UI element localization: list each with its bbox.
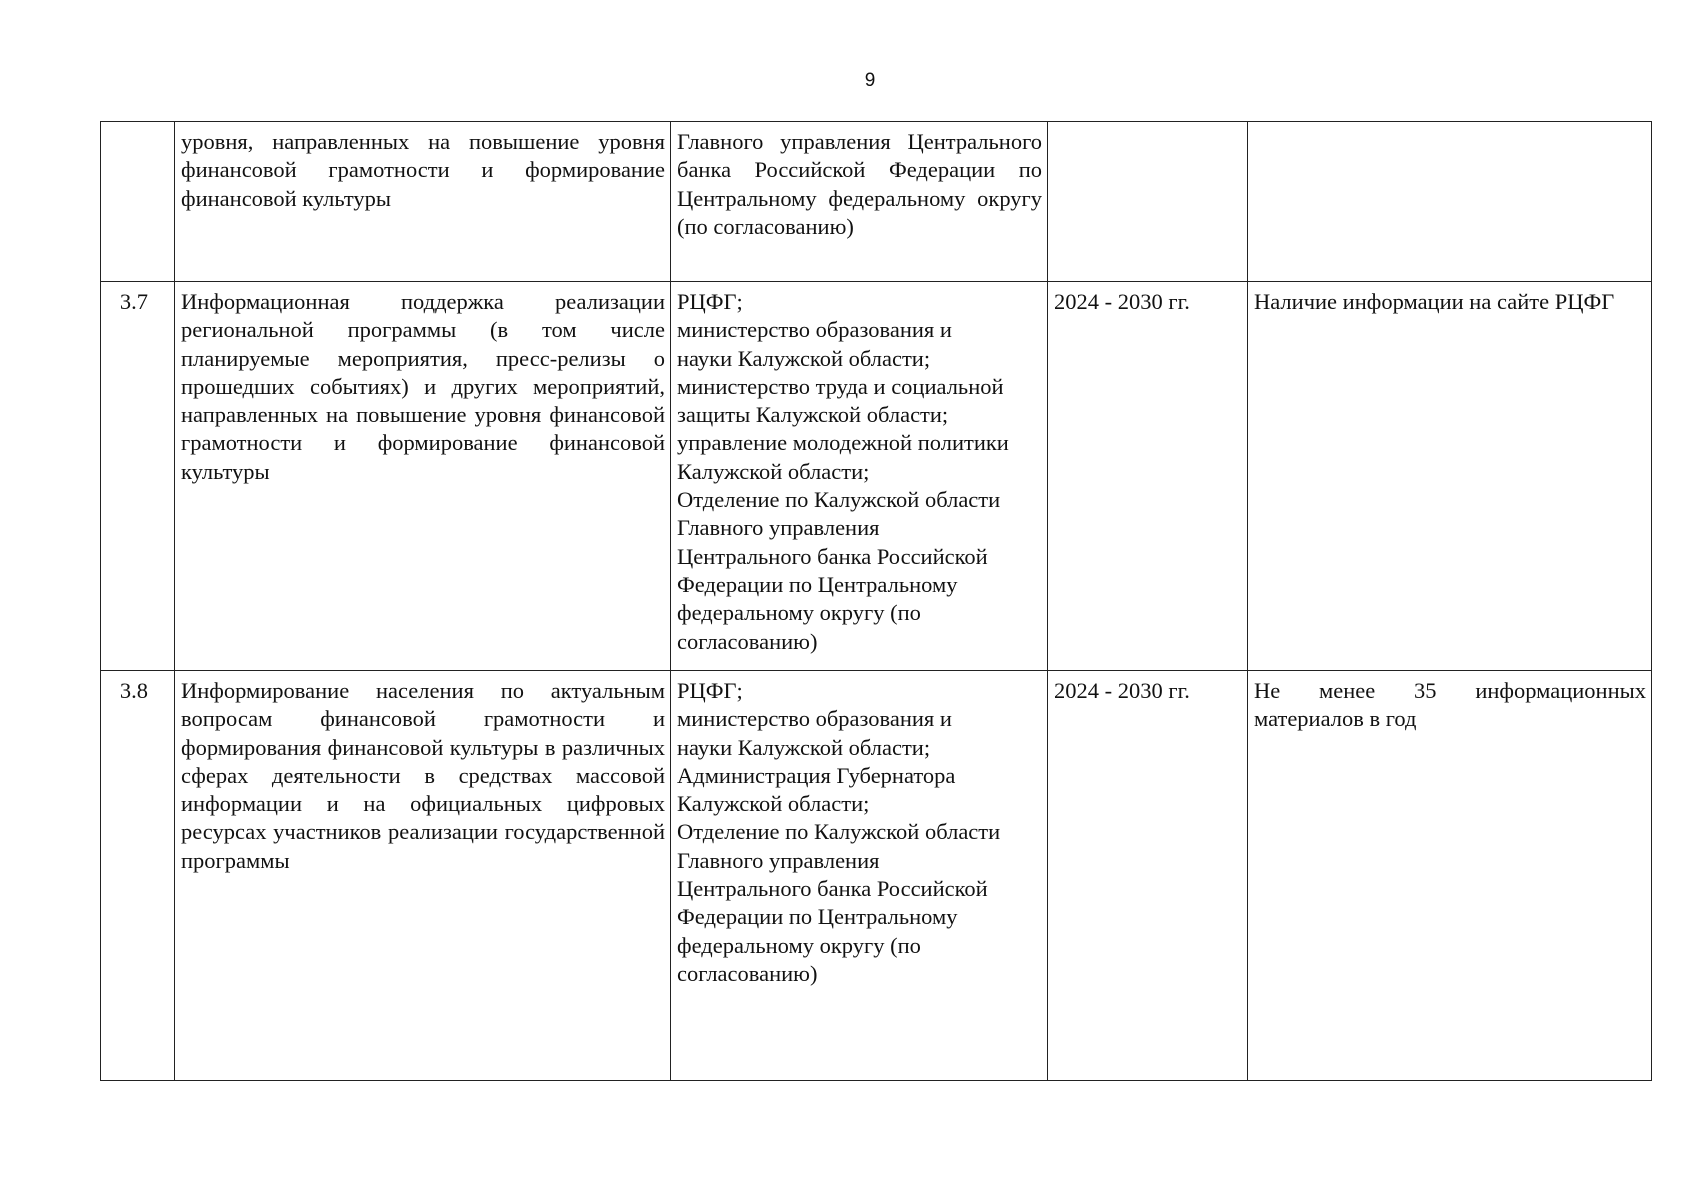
executors-cell — [671, 122, 1048, 282]
result-cell: Не менее 35 информационных материалов в год — [1248, 671, 1652, 1081]
executor-line: Отделение по Калужской области — [677, 819, 1001, 845]
executor-line: согласованию) — [677, 628, 818, 654]
program-table — [100, 121, 1652, 1081]
term-cell — [1048, 122, 1248, 282]
executor-line: РЦФГ; — [677, 289, 743, 314]
executor-line: Главного управления Центрального банка Российской Федерации по Центральному федеральному округу (по согласованию) — [677, 129, 1042, 239]
item-number-cell — [101, 122, 175, 282]
program-table-body — [101, 122, 1652, 1081]
term-cell: 2024 - 2030 гг. — [1048, 671, 1248, 1081]
activity-cell: Информационная поддержка реализации региональной программы (в том числе планируемые мероприятия, пресс-релизы о прошедших событиях) и других мероприятий, направленных на повышение уровня финансовой грамотности и формирование финансовой культуры — [175, 282, 671, 671]
table-row — [101, 282, 1652, 671]
executor-line: министерство образования и — [677, 317, 952, 343]
executor-line: Центрального банка Российской — [677, 543, 988, 569]
executor-line: согласованию) — [677, 960, 818, 986]
executor-line: министерство труда и социальной — [677, 373, 1004, 399]
executor-line: Отделение по Калужской области — [677, 487, 1001, 513]
executors-cell — [671, 671, 1048, 1081]
executor-line: защиты Калужской области; — [677, 402, 949, 428]
executor-line: Калужской области; — [677, 791, 870, 817]
executor-line: федеральному округу (по — [677, 932, 921, 958]
executor-line: управление молодежной политики — [677, 430, 1009, 456]
executor-line: Главного управления — [677, 515, 880, 541]
executor-line: Федерации по Центральному — [677, 904, 958, 930]
executor-line: РЦФГ; — [677, 678, 743, 703]
table-row — [101, 671, 1652, 1081]
executors-cell — [671, 282, 1048, 671]
item-number-cell: 3.7 — [101, 282, 175, 671]
item-number-cell: 3.8 — [101, 671, 175, 1081]
result-cell — [1248, 122, 1652, 282]
executor-line: Администрация Губернатора — [677, 762, 956, 788]
executor-line: министерство образования и — [677, 706, 952, 732]
table-row — [101, 122, 1652, 282]
executor-line: Федерации по Центральному — [677, 571, 958, 597]
result-cell: Наличие информации на сайте РЦФГ — [1248, 282, 1652, 671]
activity-cell: Информирование населения по актуальным вопросам финансовой грамотности и формирования финансовой культуры в различных сферах деятельности в средствах массовой информации и на официальных цифровых ресурсах участников реализации государственной программы — [175, 671, 671, 1081]
executor-line: Главного управления — [677, 847, 880, 873]
page-number: 9 — [864, 70, 876, 91]
term-cell: 2024 - 2030 гг. — [1048, 282, 1248, 671]
executor-line: Калужской области; — [677, 458, 870, 484]
executor-line: Центрального банка Российской — [677, 876, 988, 902]
executor-line: науки Калужской области; — [677, 734, 931, 760]
executor-line: федеральному округу (по — [677, 600, 921, 626]
executor-line: науки Калужской области; — [677, 345, 931, 371]
activity-cell: уровня, направленных на повышение уровня финансовой грамотности и формирование финансовой культуры — [175, 122, 671, 282]
